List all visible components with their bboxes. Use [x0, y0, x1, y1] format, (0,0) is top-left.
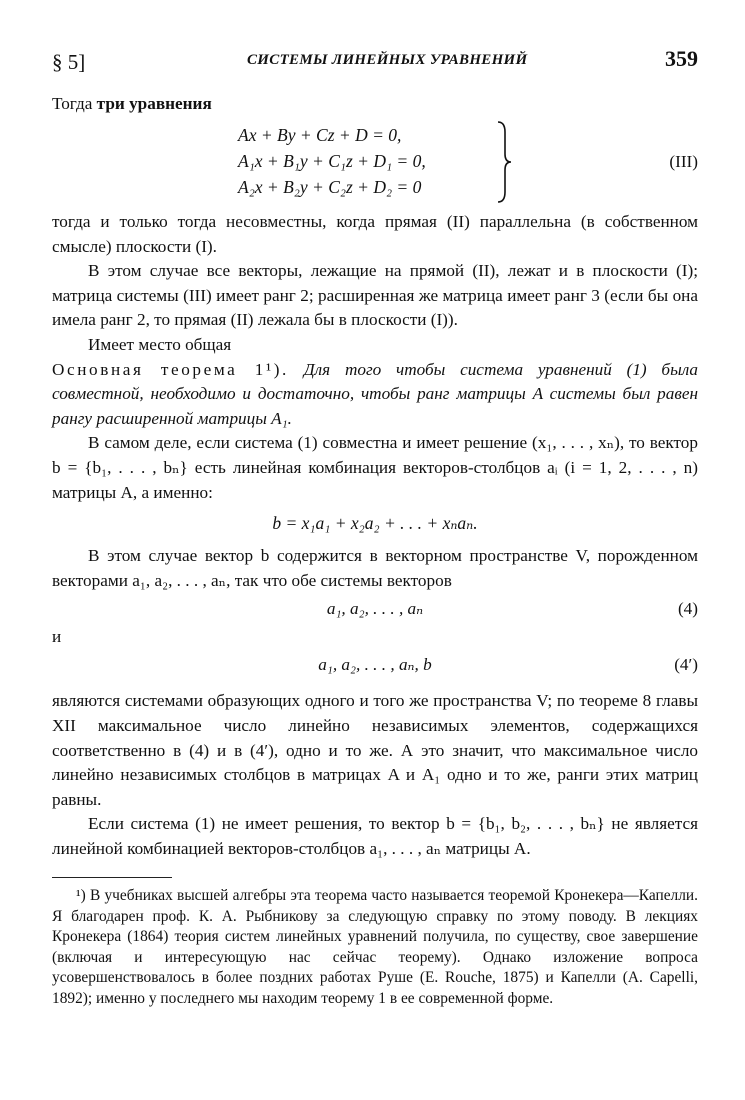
- equation-2: A₁x + B₁y + C₁z + D₁ = 0,: [238, 151, 426, 171]
- running-title: СИСТЕМЫ ЛИНЕЙНЫХ УРАВНЕНИЙ: [247, 52, 528, 68]
- display-equation-4: [52, 593, 698, 627]
- theorem: [52, 358, 698, 432]
- system-equations: [238, 122, 426, 200]
- running-header: [52, 40, 698, 80]
- equation-1: Ax + By + Cz + D = 0,: [238, 125, 402, 145]
- theorem-text: Для того чтобы система уравнений (1) была совместной, необходимо и достаточно, чтобы ранг матрицы A системы был равен рангу расширенной матрицы A₁.: [52, 359, 699, 428]
- display-equation-4-prime: [52, 649, 698, 683]
- lead-prefix: Тогда: [52, 94, 97, 113]
- book-page: [52, 40, 698, 1009]
- system-label: (III): [669, 152, 698, 171]
- conjunction: и: [52, 627, 62, 647]
- paragraph-6: являются системами образующих одного и того же пространства V; по теореме 8 главы XII максимальное число линейно независимых элементов, содержащихся соответственно в (4) и в (4′), одно и то же. А это значит, что максимальное число линейно независимых столбцов в матрицах A и A₁ одно и то же, ранги этих матриц равны.: [52, 691, 698, 809]
- equation-label-4: (4): [677, 599, 698, 619]
- lead-line: [52, 92, 698, 116]
- equation-label-4-prime: (4′): [674, 655, 698, 675]
- conjunction-row: [52, 627, 698, 649]
- display-equation-b: b = x₁a₁ + x₂a₂ + . . . + xₙaₙ.: [272, 513, 478, 534]
- page-number: 359: [665, 46, 698, 71]
- paragraph-5: В этом случае вектор b содержится в векторном пространстве V, порожденном векторами a₁, a₂, . . . , aₙ, так что обе системы векторов: [52, 546, 698, 590]
- paragraph-7: Если система (1) не имеет решения, то вектор b = {b₁, b₂, . . . , bₙ} не является линейной комбинацией векторов-столбцов a₁, . . . , aₙ матрицы A.: [52, 814, 698, 858]
- section-marker: § 5]: [52, 50, 86, 74]
- paragraph-2: В этом случае все векторы, лежащие на прямой (II), лежат и в плоскости (I); матрица системы (III) имеет ранг 2; расширенная же матрица имеет ранг 3 (если бы она имела ранг 2, то прямая (II) лежала бы в плоскости (I)).: [52, 261, 698, 330]
- lead-bold: три уравнения: [96, 94, 212, 113]
- footnote: ¹) В учебниках высшей алгебры эта теорема часто называется теоремой Кронекера—Капелли. Я благодарен проф. К. А. Рыбникову за следующую справку по этому поводу. В лекциях Кронекера (1864) теория систем линейных уравнений получила, по существу, свое завершение (включая и интересующую нас сейчас теорему). Однако изложение вопроса усовершенствовалось в более поздних работах Руше (E. Rouche, 1875) и Капелли (A. Capelli, 1892); именно у последнего мы находим теорему 1 в ее современной форме.: [52, 887, 698, 1007]
- paragraph-3: Имеет место общая: [88, 334, 232, 354]
- equation-system-III: [52, 116, 698, 208]
- vector-system-4-prime: a₁, a₂, . . . , aₙ, b: [318, 655, 432, 675]
- theorem-label: Основная теорема 1¹).: [52, 359, 289, 379]
- vector-system-4: a₁, a₂, . . . , aₙ: [326, 599, 424, 619]
- right-brace-icon: [496, 120, 512, 204]
- equation-3: A₂x + B₂y + C₂z + D₂ = 0: [238, 177, 422, 197]
- paragraph-4: В самом деле, если система (1) совместна и имеет решение (x₁, . . . , xₙ), то вектор b = {b₁, . . . , bₙ} есть линейная комбинация векторов-столбцов aᵢ (i = 1, 2, . . . , n) матрицы A, а именно:: [52, 433, 698, 502]
- paragraph-1: тогда и только тогда несовместны, когда прямая (II) параллельна (в собственном смысле) плоскости (I).: [52, 212, 698, 256]
- footnote-rule: [52, 877, 172, 878]
